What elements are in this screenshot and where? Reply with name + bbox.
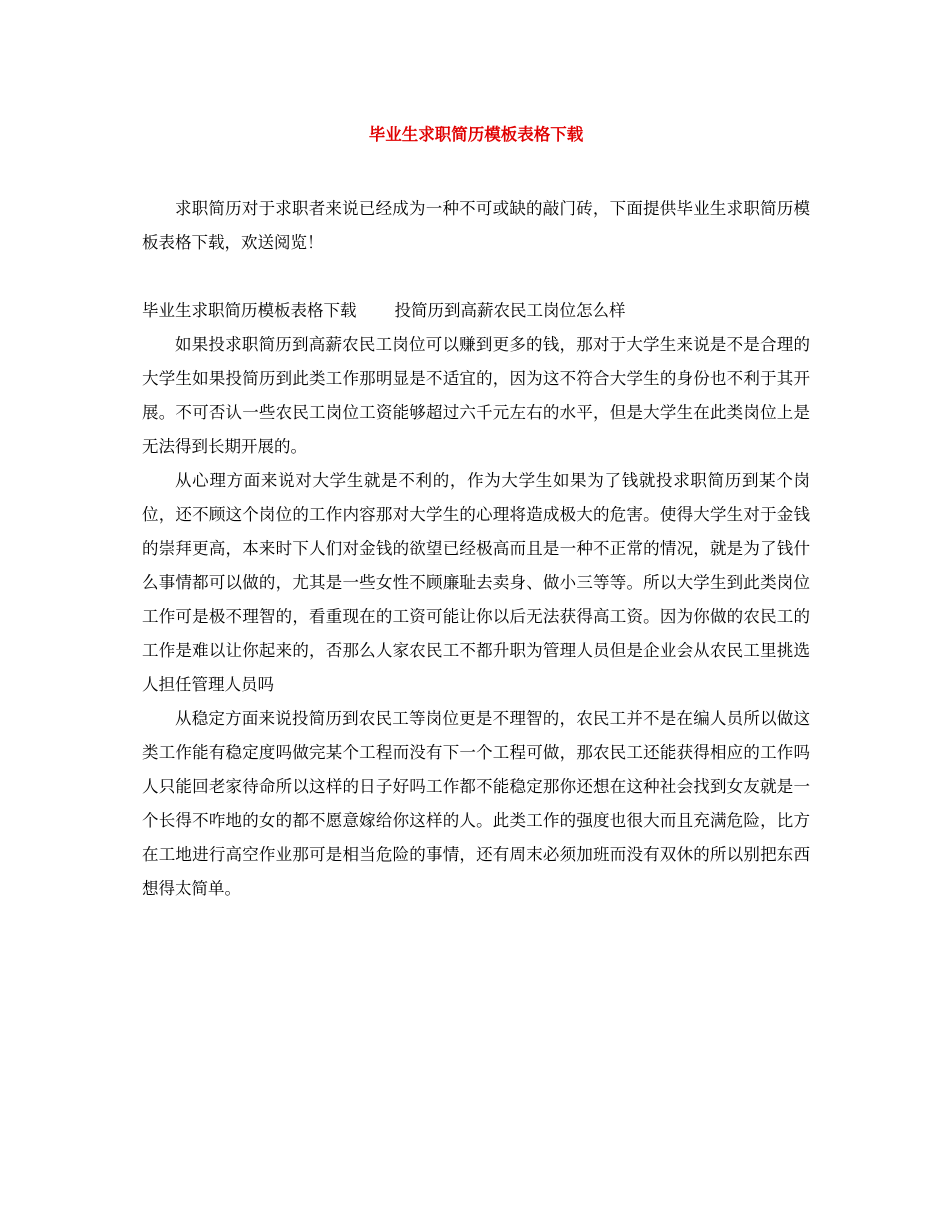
section-subheading bbox=[142, 294, 810, 328]
document-title: 毕业生求职简历模板表格下载 bbox=[368, 125, 584, 144]
body-paragraph-3: 从稳定方面来说投简历到农民工等岗位更是不理智的，农民工并不是在编人员所以做这类工作能有稳定度吗做完某个工程而没有下一个工程可做，那农民工还能获得相应的工作吗人只能回老家待命所以这样的日子好吗工作都不能稳定那你还想在这种社会找到女友就是一个长得不咋地的女的都不愿意嫁给你这样的人。此类工作的强度也很大而且充满危险，比方在工地进行高空作业那可是相当危险的事情，还有周末必须加班而没有双休的所以别把东西想得太简单。 bbox=[142, 709, 810, 898]
intro-paragraph: 求职简历对于求职者来说已经成为一种不可或缺的敲门砖，下面提供毕业生求职简历模板表格下载，欢送阅览！ bbox=[142, 199, 810, 252]
body-paragraph-2: 从心理方面来说对大学生就是不利的，作为大学生如果为了钱就投求职简历到某个岗位，还不顾这个岗位的工作内容那对大学生的心理将造成极大的危害。使得大学生对于金钱的崇拜更高，本来时下人们对金钱的欲望已经极高而且是一种不正常的情况，就是为了钱什么事情都可以做的，尤其是一些女性不顾廉耻去卖身、做小三等等。所以大学生到此类岗位工作可是极不理智的，看重现在的工资可能让你以后无法获得高工资。因为你做的农民工的工作是难以让你起来的，否那么人家农民工不都升职为管理人员但是企业会从农民工里挑选人担任管理人员吗 bbox=[142, 471, 810, 694]
document-content bbox=[142, 118, 810, 906]
body-paragraph-1: 如果投求职简历到高薪农民工岗位可以赚到更多的钱，那对于大学生来说是不是合理的大学生如果投简历到此类工作那明显是不适宜的，因为这不符合大学生的身份也不利于其开展。不可否认一些农民工岗位工资能够超过六千元左右的水平，但是大学生在此类岗位上是无法得到长期开展的。 bbox=[142, 335, 810, 456]
subheading-right: 投简历到高薪农民工岗位怎么样 bbox=[394, 301, 626, 320]
subheading-left: 毕业生求职简历模板表格下载 bbox=[142, 301, 357, 320]
